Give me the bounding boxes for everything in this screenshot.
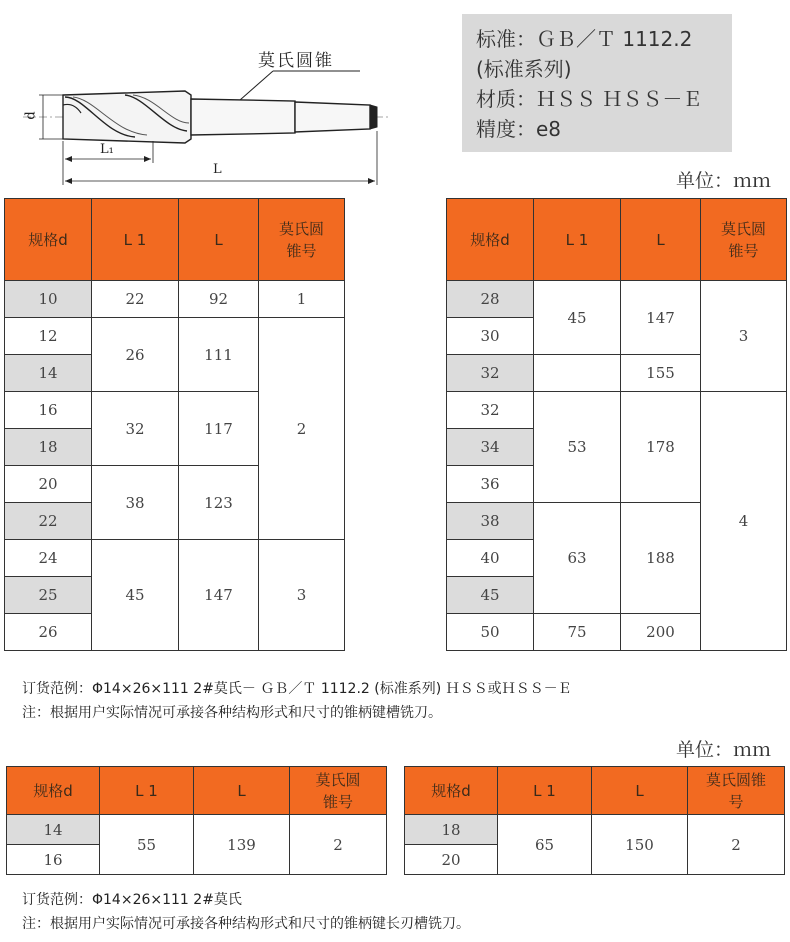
header-l1: L 1 xyxy=(534,199,621,281)
cell-d: 16 xyxy=(5,392,92,429)
header-l: L xyxy=(194,767,290,815)
cell-l: 111 xyxy=(179,318,259,392)
note-2: 注：根据用户实际情况可承接各种结构形式和尺寸的锥柄键长刃槽铣刀。 xyxy=(22,916,470,932)
cell-l1: 63 xyxy=(534,503,621,614)
cell-l: 155 xyxy=(621,355,701,392)
cell-l1: 53 xyxy=(534,392,621,503)
morse-taper-label: 莫氏圆锥 xyxy=(258,51,334,71)
cell-morse: 2 xyxy=(290,815,387,875)
cell-d: 14 xyxy=(7,815,100,845)
cell-d: 20 xyxy=(405,845,498,875)
cell-d: 50 xyxy=(447,614,534,651)
cell-d: 20 xyxy=(5,466,92,503)
cell-d: 34 xyxy=(447,429,534,466)
cell-d: 32 xyxy=(447,355,534,392)
order-example-1: 订货范例：Φ14×26×111 2#莫氏－ ＧＢ／Ｔ 1112.2 (标准系列) ＨＳＳ或ＨＳＳ－Ｅ xyxy=(22,681,572,697)
cell-d: 38 xyxy=(447,503,534,540)
cell-d: 18 xyxy=(405,815,498,845)
cell-l: 117 xyxy=(179,392,259,466)
cell-d: 36 xyxy=(447,466,534,503)
header-morse: 莫氏圆锥号 xyxy=(290,767,387,815)
cell-l1: 45 xyxy=(92,540,179,651)
header-l: L xyxy=(592,767,688,815)
cell-l1: 75 xyxy=(534,614,621,651)
cell-d: 14 xyxy=(5,355,92,392)
cell-l: 188 xyxy=(621,503,701,614)
end-mill-drawing xyxy=(15,45,395,195)
cell-l1: 38 xyxy=(92,466,179,540)
cell-d: 25 xyxy=(5,577,92,614)
cell-l: 178 xyxy=(621,392,701,503)
cell-l: 139 xyxy=(194,815,290,875)
cell-l1: 65 xyxy=(498,815,592,875)
cell-l1: 26 xyxy=(92,318,179,392)
cell-l1: 32 xyxy=(92,392,179,466)
cell-morse: 4 xyxy=(701,392,787,651)
cell-d: 10 xyxy=(5,281,92,318)
cell-l: 123 xyxy=(179,466,259,540)
cell-d: 16 xyxy=(7,845,100,875)
cell-morse: 3 xyxy=(701,281,787,392)
spec-box xyxy=(462,14,732,152)
cell-d: 18 xyxy=(5,429,92,466)
cell-d: 26 xyxy=(5,614,92,651)
unit-label: 单位：ｍｍ xyxy=(676,170,772,192)
header-l1: L 1 xyxy=(498,767,592,815)
cell-d: 45 xyxy=(447,577,534,614)
cell-d: 22 xyxy=(5,503,92,540)
cell-l: 200 xyxy=(621,614,701,651)
cell-d: 40 xyxy=(447,540,534,577)
header-d: 规格d xyxy=(5,199,92,281)
cell-d: 32 xyxy=(447,392,534,429)
header-l: L xyxy=(621,199,701,281)
cell-l: 92 xyxy=(179,281,259,318)
header-l: L xyxy=(179,199,259,281)
spec-table-bottom-right xyxy=(404,766,785,875)
cell-d: 24 xyxy=(5,540,92,577)
dim-l1-label: L₁ xyxy=(100,142,114,157)
cell-l1 xyxy=(534,355,621,392)
header-d: 规格d xyxy=(447,199,534,281)
precision-text: 精度：e8 xyxy=(476,117,562,141)
unit-label-2: 单位：ｍｍ xyxy=(676,739,772,761)
cell-l1: 55 xyxy=(100,815,194,875)
header-d: 规格d xyxy=(7,767,100,815)
spec-table-left xyxy=(4,198,345,651)
dim-l-label: L xyxy=(213,162,222,177)
header-morse: 莫氏圆锥号 xyxy=(701,199,787,281)
cell-morse: 1 xyxy=(259,281,345,318)
standard-text: 标准：ＧＢ／Ｔ 1112.2 xyxy=(476,27,693,51)
cell-d: 12 xyxy=(5,318,92,355)
spec-table-bottom-left xyxy=(6,766,387,875)
series-text: (标准系列) xyxy=(476,57,572,81)
cell-l1: 45 xyxy=(534,281,621,355)
material-text: 材质：ＨＳＳ ＨＳＳ－Ｅ xyxy=(476,87,703,111)
header-d: 规格d xyxy=(405,767,498,815)
cell-d: 30 xyxy=(447,318,534,355)
cell-morse: 2 xyxy=(259,318,345,540)
cell-l: 150 xyxy=(592,815,688,875)
header-morse: 莫氏圆锥号 xyxy=(259,199,345,281)
cell-d: 28 xyxy=(447,281,534,318)
cell-morse: 2 xyxy=(688,815,785,875)
cell-l: 147 xyxy=(621,281,701,355)
cell-morse: 3 xyxy=(259,540,345,651)
header-l1: L 1 xyxy=(100,767,194,815)
order-example-2: 订货范例：Φ14×26×111 2#莫氏 xyxy=(22,892,242,908)
cell-l1: 22 xyxy=(92,281,179,318)
spec-table-right xyxy=(446,198,787,651)
note-1: 注：根据用户实际情况可承接各种结构形式和尺寸的锥柄键槽铣刀。 xyxy=(22,705,442,721)
cell-l: 147 xyxy=(179,540,259,651)
header-morse: 莫氏圆锥号 xyxy=(688,767,785,815)
dim-d-label: d xyxy=(23,111,39,120)
header-l1: L 1 xyxy=(92,199,179,281)
